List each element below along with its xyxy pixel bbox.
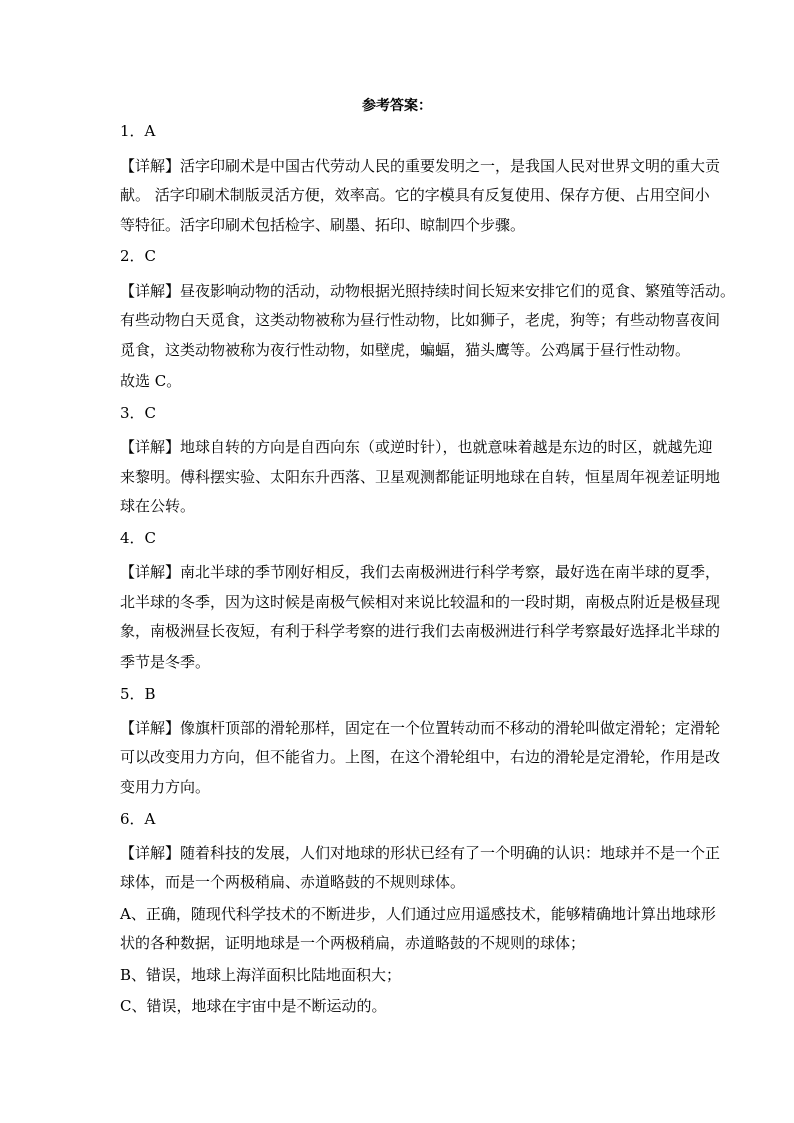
answer-number: 4．C: [120, 529, 157, 547]
answer-number: 2．C: [120, 247, 157, 265]
explanation-line: 球体，而是一个两极稍扁、赤道略鼓的不规则球体。: [120, 873, 466, 891]
explanation-line: 【详解】昼夜影响动物的活动，动物根据光照持续时间长短来安排它们的觅食、繁殖等活动。: [120, 282, 736, 300]
answer-number: 6．A: [120, 810, 156, 828]
explanation-line: 【详解】随着科技的发展，人们对地球的形状已经有了一个明确的认识：地球并不是一个正: [120, 844, 721, 862]
answer-number: 1．A: [120, 122, 156, 140]
answer-number: 3．C: [120, 404, 157, 422]
explanation-line: 季节是冬季。: [120, 653, 211, 671]
explanation-line: 象，南极洲昼长夜短，有利于科学考察的进行我们去南极洲进行科学考察最好选择北半球的: [120, 622, 721, 640]
answer-number: 5．B: [120, 685, 156, 703]
explanation-line: 故选 C。: [120, 372, 182, 390]
explanation-line: 状的各种数据，证明地球是一个两极稍扁，赤道略鼓的不规则的球体；: [120, 934, 586, 952]
explanation-line: 献。 活字印刷术制版灵活方便，效率高。它的字模具有反复使用、保存方便、占用空间小: [120, 186, 710, 204]
page-title: 参考答案：: [362, 98, 432, 114]
explanation-line: 来黎明。傅科摆实验、太阳东升西落、卫星观测都能证明地球在自转，恒星周年视差证明地: [120, 468, 721, 486]
explanation-line: 【详解】活字印刷术是中国古代劳动人民的重要发明之一，是我国人民对世界文明的重大贡: [120, 157, 721, 175]
explanation-line: 【详解】南北半球的季节刚好相反，我们去南极洲进行科学考察，最好选在南半球的夏季，: [120, 563, 721, 581]
explanation-line: B、错误，地球上海洋面积比陆地面积大；: [120, 966, 402, 984]
explanation-line: 可以改变用力方向，但不能省力。上图，在这个滑轮组中，右边的滑轮是定滑轮，作用是改: [120, 748, 721, 766]
explanation-line: 北半球的冬季，因为这时候是南极气候相对来说比较温和的一段时期，南极点附近是极昼现: [120, 593, 721, 611]
explanation-line: 【详解】地球自转的方向是自西向东（或逆时针），也就意味着越是东边的时区，就越先迎: [120, 438, 713, 456]
explanation-line: 觅食，这类动物被称为夜行性动物，如壁虎，蝙蝠，猫头鹰等。公鸡属于昼行性动物。: [120, 341, 691, 359]
explanation-line: C、错误，地球在宇宙中是不断运动的。: [120, 997, 387, 1015]
explanation-line: 球在公转。: [120, 497, 196, 515]
explanation-line: 变用力方向。: [120, 778, 211, 796]
explanation-line: 【详解】像旗杆顶部的滑轮那样，固定在一个位置转动而不移动的滑轮叫做定滑轮；定滑轮: [120, 719, 721, 737]
explanation-line: 有些动物白天觅食，这类动物被称为昼行性动物，比如狮子，老虎，狗等；有些动物喜夜间: [120, 311, 721, 329]
explanation-line: 等特征。活字印刷术包括检字、刷墨、拓印、晾制四个步骤。: [120, 216, 526, 234]
explanation-line: A、正确，随现代科学技术的不断进步，人们通过应用遥感技术，能够精确地计算出地球形: [120, 905, 716, 923]
